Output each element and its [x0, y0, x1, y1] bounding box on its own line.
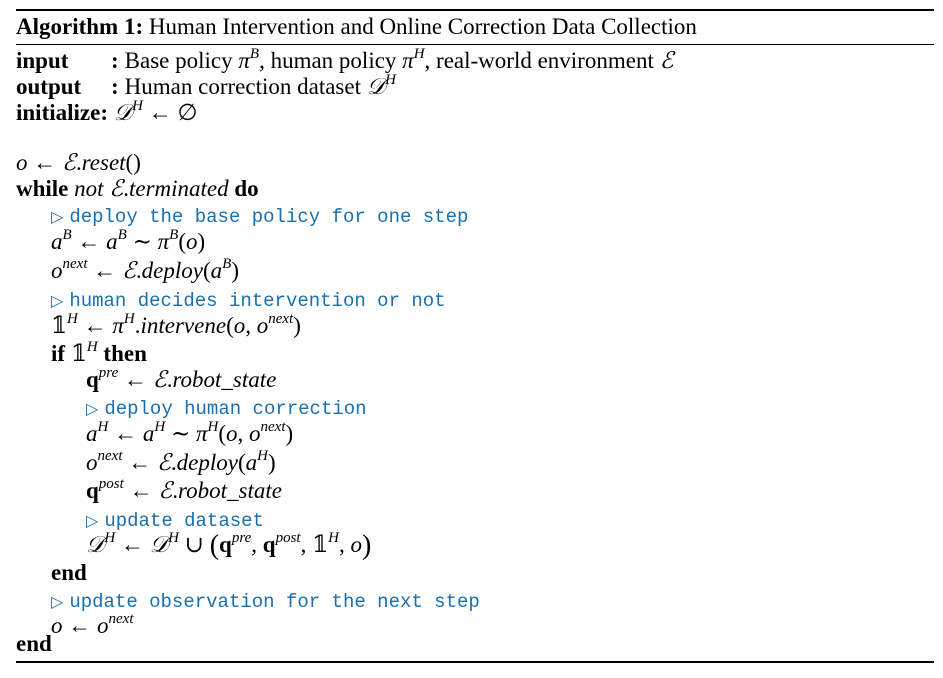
comment-human-decides: human decides intervention or not — [69, 290, 446, 312]
sample-human-action-line: $a^H$ ← $a^H$ ∼ $\pi^H(o$, $o^{next}$) — [86, 419, 294, 446]
output-line: output : Human correction dataset 𝒟$^H$ — [16, 72, 396, 100]
comment-line — [51, 201, 468, 231]
top-rule — [16, 9, 934, 11]
input-line: input : Base policy $\pi^B$, human policy $\pi^H$, real-world environment ℰ — [16, 46, 674, 74]
comment-deploy-human: deploy human correction — [104, 398, 367, 420]
intervene-line: $𝟙^H$ ← $\pi^H.intervene(o$, $o^{next}$) — [51, 311, 301, 339]
algorithm-title — [16, 13, 697, 41]
initialize-line: initialize: 𝒟$^H$ ← ∅ — [16, 98, 198, 126]
algorithm-title-text: Human Intervention and Online Correction Data Collection — [148, 14, 697, 39]
then-keyword: then — [103, 341, 147, 366]
end-if-line — [51, 559, 87, 587]
if-line: if $𝟙^H$ then — [51, 339, 147, 367]
comment-marker: ▷ — [51, 592, 64, 611]
deploy-base-line: $o^{next}$ ← $ℰ.deploy(a^B)$ — [51, 256, 239, 284]
title-rule — [16, 44, 934, 45]
comment-marker: ▷ — [86, 399, 99, 418]
not-keyword: not — [74, 176, 104, 201]
comment-marker: ▷ — [51, 291, 64, 310]
comment-marker: ▷ — [86, 511, 99, 530]
end-keyword: end — [16, 631, 52, 656]
initialize-label: initialize: — [16, 100, 108, 125]
algorithm-label: Algorithm 1: — [16, 14, 144, 39]
output-label: output — [16, 74, 82, 99]
comment-update-dataset: update dataset — [104, 510, 264, 532]
if-keyword: if — [51, 341, 66, 366]
end-keyword: end — [51, 560, 87, 585]
sample-base-action-line: $a^B$ ← $a^B$ ∼ $\pi^B(o)$ — [51, 227, 206, 254]
comment-marker: ▷ — [51, 207, 64, 226]
deploy-human-line: $o^{next}$ ← $ℰ.deploy(a^H)$ — [86, 448, 276, 476]
while-line: while not ℰ.terminated do — [16, 176, 259, 202]
dataset-update-line: 𝒟$^H$ ← 𝒟$^H$ ∪ ($q^{pre}$, $q^{post}$, $𝟙^H$, o) — [86, 530, 372, 561]
robot-state-post-line: $q^{post}$ ← ℰ.robot_state — [86, 476, 282, 504]
bottom-rule — [16, 661, 934, 663]
robot-state-pre-line: $q^{pre}$ ← ℰ.robot_state — [86, 365, 277, 393]
input-label: input — [16, 48, 69, 73]
comment-deploy-base: deploy the base policy for one step — [69, 206, 469, 228]
while-keyword: while — [16, 176, 69, 201]
reset-line: o ← ℰ.reset() — [16, 150, 141, 176]
do-keyword: do — [234, 176, 259, 201]
comment-update-observation: update observation for the next step — [69, 591, 480, 613]
comment-line — [51, 285, 446, 315]
observation-update-line: o ← $o^{next}$ — [51, 611, 134, 638]
comment-line — [86, 393, 367, 423]
end-while-line — [16, 630, 52, 658]
